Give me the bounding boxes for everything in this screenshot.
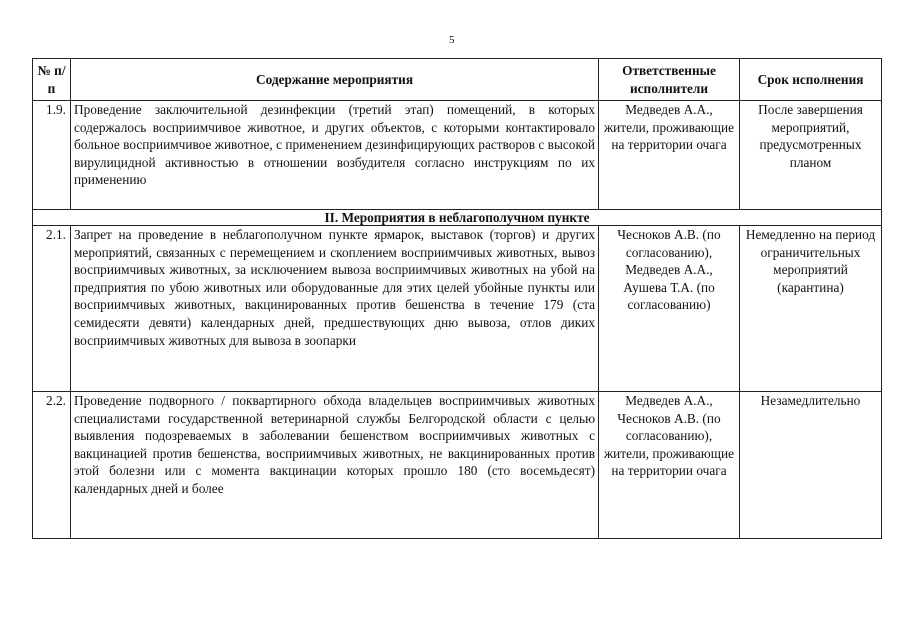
table-row (33, 101, 882, 210)
row-num: 1.9. (33, 101, 71, 210)
row-responsible: Медведев А.А., жители, проживающие на территории очага (599, 101, 740, 210)
section-title: II. Мероприятия в неблагополучном пункте (33, 210, 882, 226)
page-number: 5 (449, 34, 455, 46)
header-responsible: Ответственные исполнители (599, 59, 740, 101)
section-header-row (33, 210, 882, 226)
row-responsible: Медведев А.А., Чесноков А.В. (по согласованию), жители, проживающие на территории очага (599, 392, 740, 539)
measures-table (32, 58, 882, 539)
row-deadline: Немедленно на период ограничительных мероприятий (карантина) (740, 226, 882, 392)
table-row (33, 392, 882, 539)
row-deadline: После завершения мероприятий, предусмотренных планом (740, 101, 882, 210)
table-row (33, 226, 882, 392)
row-responsible: Чесноков А.В. (по согласованию), Медведев А.А., Аушева Т.А. (по согласованию) (599, 226, 740, 392)
header-content: Содержание мероприятия (71, 59, 599, 101)
row-content: Проведение подворного / поквартирного обхода владельцев восприимчивых животных специалистами государственной ветеринарной службы Белгородской области с целью выявления подозреваемых в заболевании бешенством восприимчивых животных с вакцинацией против бешенства, восприимчивых животных, не вакцинированных против этой болезни или с момента вакцинации которых прошло 180 (сто восемьдесят) календарных дней и более (71, 392, 599, 539)
header-deadline: Срок исполнения (740, 59, 882, 101)
row-num: 2.2. (33, 392, 71, 539)
row-content: Запрет на проведение в неблагополучном пункте ярмарок, выставок (торгов) и других мероприятий, связанных с перемещением и скоплением восприимчивых животных, вывоз восприимчивых животных, за исключением вывоза восприимчивых животных на убой на предприятия по убою животных или оборудованные для этих целей убойные пункты или восприимчивых животных, вакцинированных против бешенства в течение 179 (ста семидесяти девяти) календарных дней, предшествующих дню вывоза, отлов диких восприимчивых животных для вывоза в зоопарки (71, 226, 599, 392)
table-header-row (33, 59, 882, 101)
row-deadline: Незамедлительно (740, 392, 882, 539)
header-num: № п/п (33, 59, 71, 101)
row-num: 2.1. (33, 226, 71, 392)
row-content: Проведение заключительной дезинфекции (третий этап) помещений, в которых содержалось восприимчивое животное, и других объектов, с которыми контактировало больное восприимчивое животное, с применением дезинфицирующих растворов с высокой вирулицидной активностью в отношении возбудителя согласно инструкциям по их применению (71, 101, 599, 210)
